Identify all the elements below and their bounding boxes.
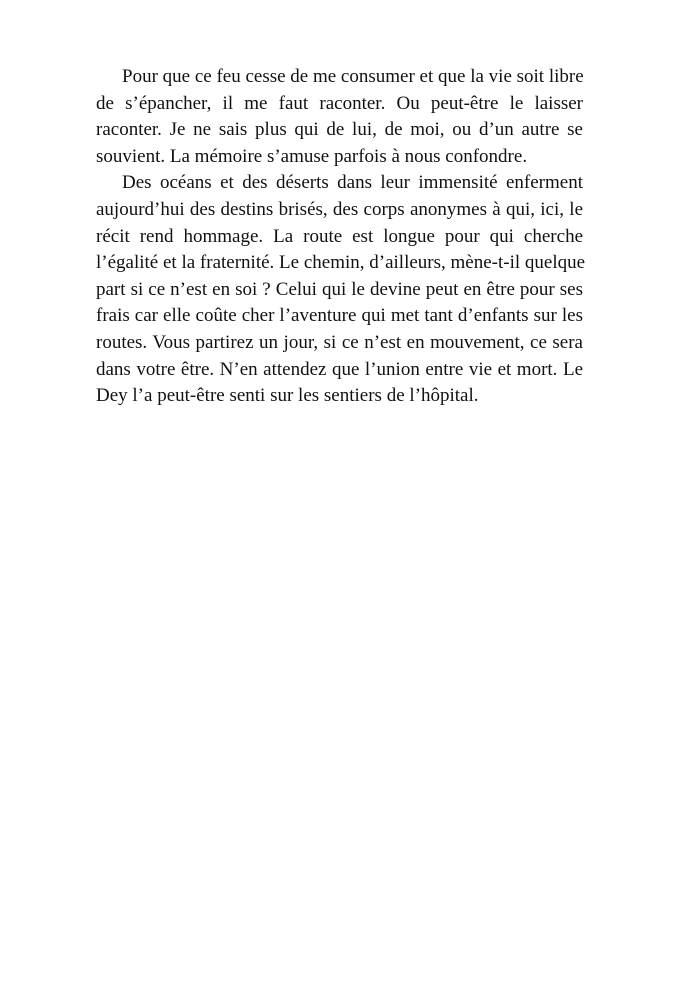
- text-line: Des océans et des déserts dans leur immensité enferment: [122, 172, 583, 194]
- paragraph: [96, 64, 583, 170]
- text-line: de s’épancher, il me faut raconter. Ou peut-être le laisser: [96, 92, 583, 114]
- text-line: récit rend hommage. La route est longue pour qui cherche: [96, 225, 583, 247]
- document-page: [96, 64, 586, 410]
- text-line: routes. Vous partirez un jour, si ce n’est en mouvement, ce sera: [96, 331, 583, 353]
- text-line: l’égalité et la fraternité. Le chemin, d’ailleurs, mène-t-il quelque: [96, 252, 586, 274]
- paragraph: [96, 170, 586, 409]
- text-line: aujourd’hui des destins brisés, des corps anonymes à qui, ici, le: [96, 198, 583, 220]
- text-line: raconter. Je ne sais plus qui de lui, de moi, ou d’un autre se: [96, 119, 583, 141]
- text-line: Dey l’a peut-être senti sur les sentiers de l’hôpital.: [96, 385, 479, 407]
- text-line: souvient. La mémoire s’amuse parfois à nous confondre.: [96, 145, 528, 167]
- text-line: dans votre être. N’en attendez que l’union entre vie et mort. Le: [96, 358, 583, 380]
- text-line: part si ce n’est en soi ? Celui qui le devine peut en être pour ses: [96, 278, 583, 300]
- text-line: Pour que ce feu cesse de me consumer et que la vie soit libre: [122, 66, 584, 87]
- text-line: frais car elle coûte cher l’aventure qui met tant d’enfants sur les: [96, 305, 583, 327]
